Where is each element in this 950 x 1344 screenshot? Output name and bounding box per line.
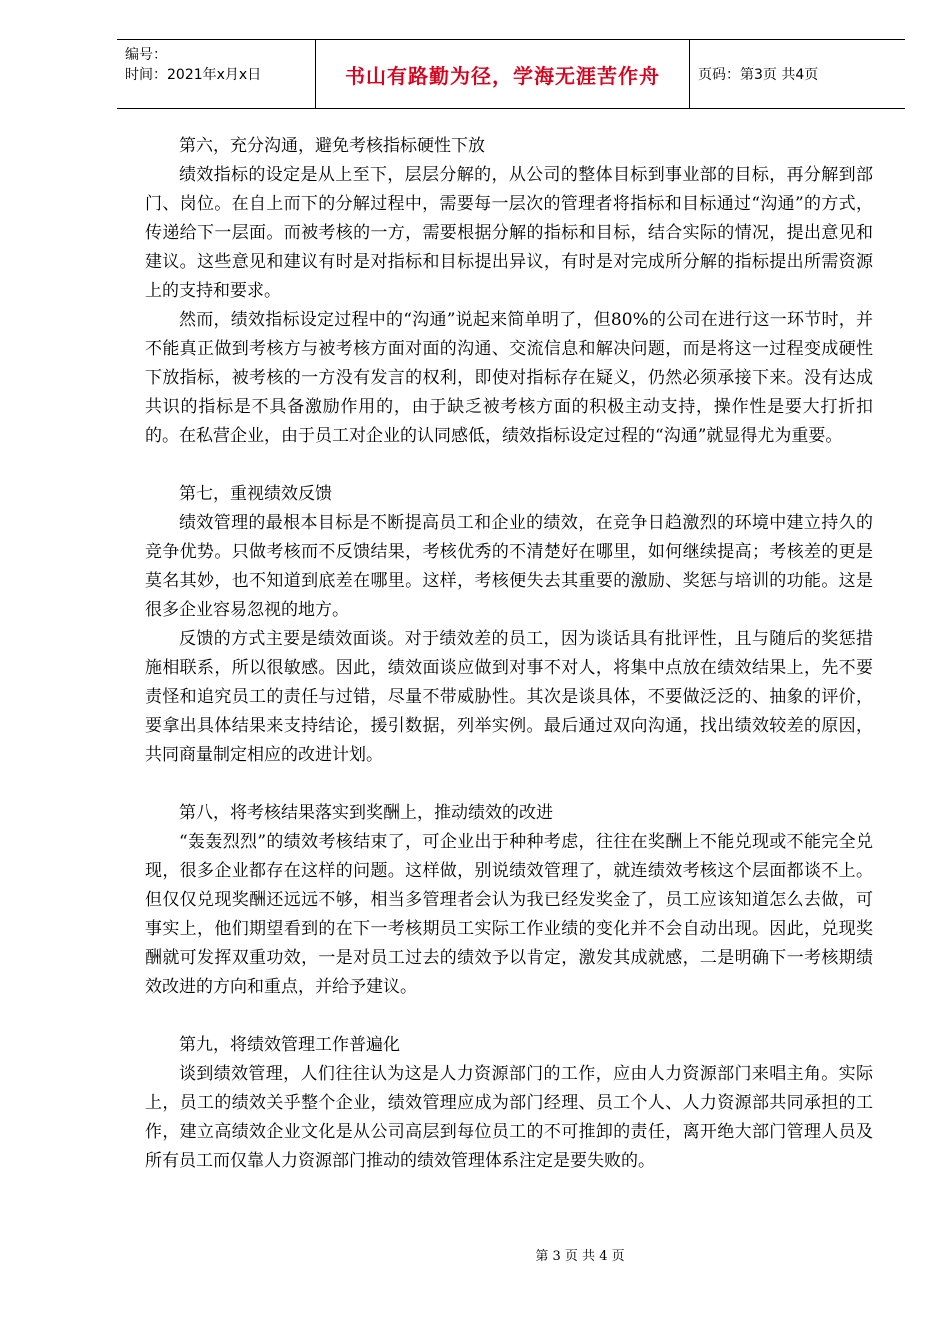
- paragraph: 谈到绩效管理，人们往往认为这是人力资源部门的工作，应由人力资源部门来唱主角。实际上，员工的绩效关乎整个企业，绩效管理应成为部门经理、员工个人、人力资源部共同承担的工作，建立高绩效企业文化是从公司高层到每位员工的不可推卸的责任，离开绝大部门管理人员及所有员工而仅靠人力资源部门推动的绩效管理体系注定是要失败的。: [145, 1064, 873, 1171]
- section-heading: 第六，充分沟通，避免考核指标硬性下放: [179, 136, 485, 156]
- paragraph: “轰轰烈烈”的绩效考核结束了，可企业出于种种考虑，往往在奖酬上不能兑现或不能完全兑现，很多企业都存在这样的问题。这样做，别说绩效管理了，就连绩效考核这个层面都谈不上。但仅仅兑现奖酬还远远不够，相当多管理者会认为我已经发奖金了，员工应该知道怎么去做，可事实上，他们期望看到的在下一考核期员工实际工作业绩的变化并不会自动出现。因此，兑现奖酬就可发挥双重功效，一是对员工过去的绩效予以肯定，激发其成就感，二是明确下一考核期绩效改进的方向和重点，并给予建议。: [145, 832, 873, 997]
- header-page-info: 页码：第3页 共4页: [698, 67, 819, 83]
- paragraph: 绩效管理的最根本目标是不断提高员工和企业的绩效，在竞争日趋激烈的环境中建立持久的竞争优势。只做考核而不反馈结果，考核优秀的不清楚好在哪里，如何继续提高；考核差的更是莫名其妙，也不知道到底差在哪里。这样，考核便失去其重要的激励、奖惩与培训的功能。这是很多企业容易忽视的地方。: [145, 513, 873, 620]
- page-footer: 第 3 页 共 4 页: [535, 1249, 625, 1264]
- paragraph: 绩效指标的设定是从上至下，层层分解的，从公司的整体目标到事业部的目标，再分解到部门、岗位。在自上而下的分解过程中，需要每一层次的管理者将指标和目标通过“沟通”的方式，传递给下一层面。而被考核的一方，需要根据分解的指标和目标，结合实际的情况，提出意见和建议。这些意见和建议有时是对指标和目标提出异议，有时是对完成所分解的指标提出所需资源上的支持和要求。: [145, 165, 873, 301]
- document-body: [145, 132, 873, 1176]
- time-label: 时间：2021年x月x日: [125, 67, 262, 83]
- header-meta: [117, 40, 316, 108]
- section-heading: 第九，将绩效管理工作普遍化: [179, 1035, 400, 1055]
- header-table: [117, 39, 905, 109]
- section-heading: 第八，将考核结果落实到奖酬上，推动绩效的改进: [179, 803, 553, 823]
- section-heading: 第七，重视绩效反馈: [179, 484, 332, 504]
- header-motto: 书山有路勤为径，学海无涯苦作舟: [316, 40, 690, 108]
- paragraph: 然而，绩效指标设定过程中的“沟通”说起来简单明了，但80%的公司在进行这一环节时，并不能真正做到考核方与被考核方面对面的沟通、交流信息和解决问题，而是将这一过程变成硬性下放指标，被考核的一方没有发言的权利，即使对指标存在疑义，仍然必须承接下来。没有达成共识的指标是不具备激励作用的，由于缺乏被考核方面的积极主动支持，操作性是要大打折扣的。在私营企业，由于员工对企业的认同感低，绩效指标设定过程的“沟通”就显得尤为重要。: [145, 310, 873, 446]
- number-label: 编号：: [125, 47, 167, 63]
- paragraph: 反馈的方式主要是绩效面谈。对于绩效差的员工，因为谈话具有批评性，且与随后的奖惩措施相联系，所以很敏感。因此，绩效面谈应做到对事不对人，将集中点放在绩效结果上，先不要责怪和追究员工的责任与过错，尽量不带威胁性。其次是谈具体，不要做泛泛的、抽象的评价，要拿出具体结果来支持结论，援引数据，列举实例。最后通过双向沟通，找出绩效较差的原因，共同商量制定相应的改进计划。: [145, 629, 873, 765]
